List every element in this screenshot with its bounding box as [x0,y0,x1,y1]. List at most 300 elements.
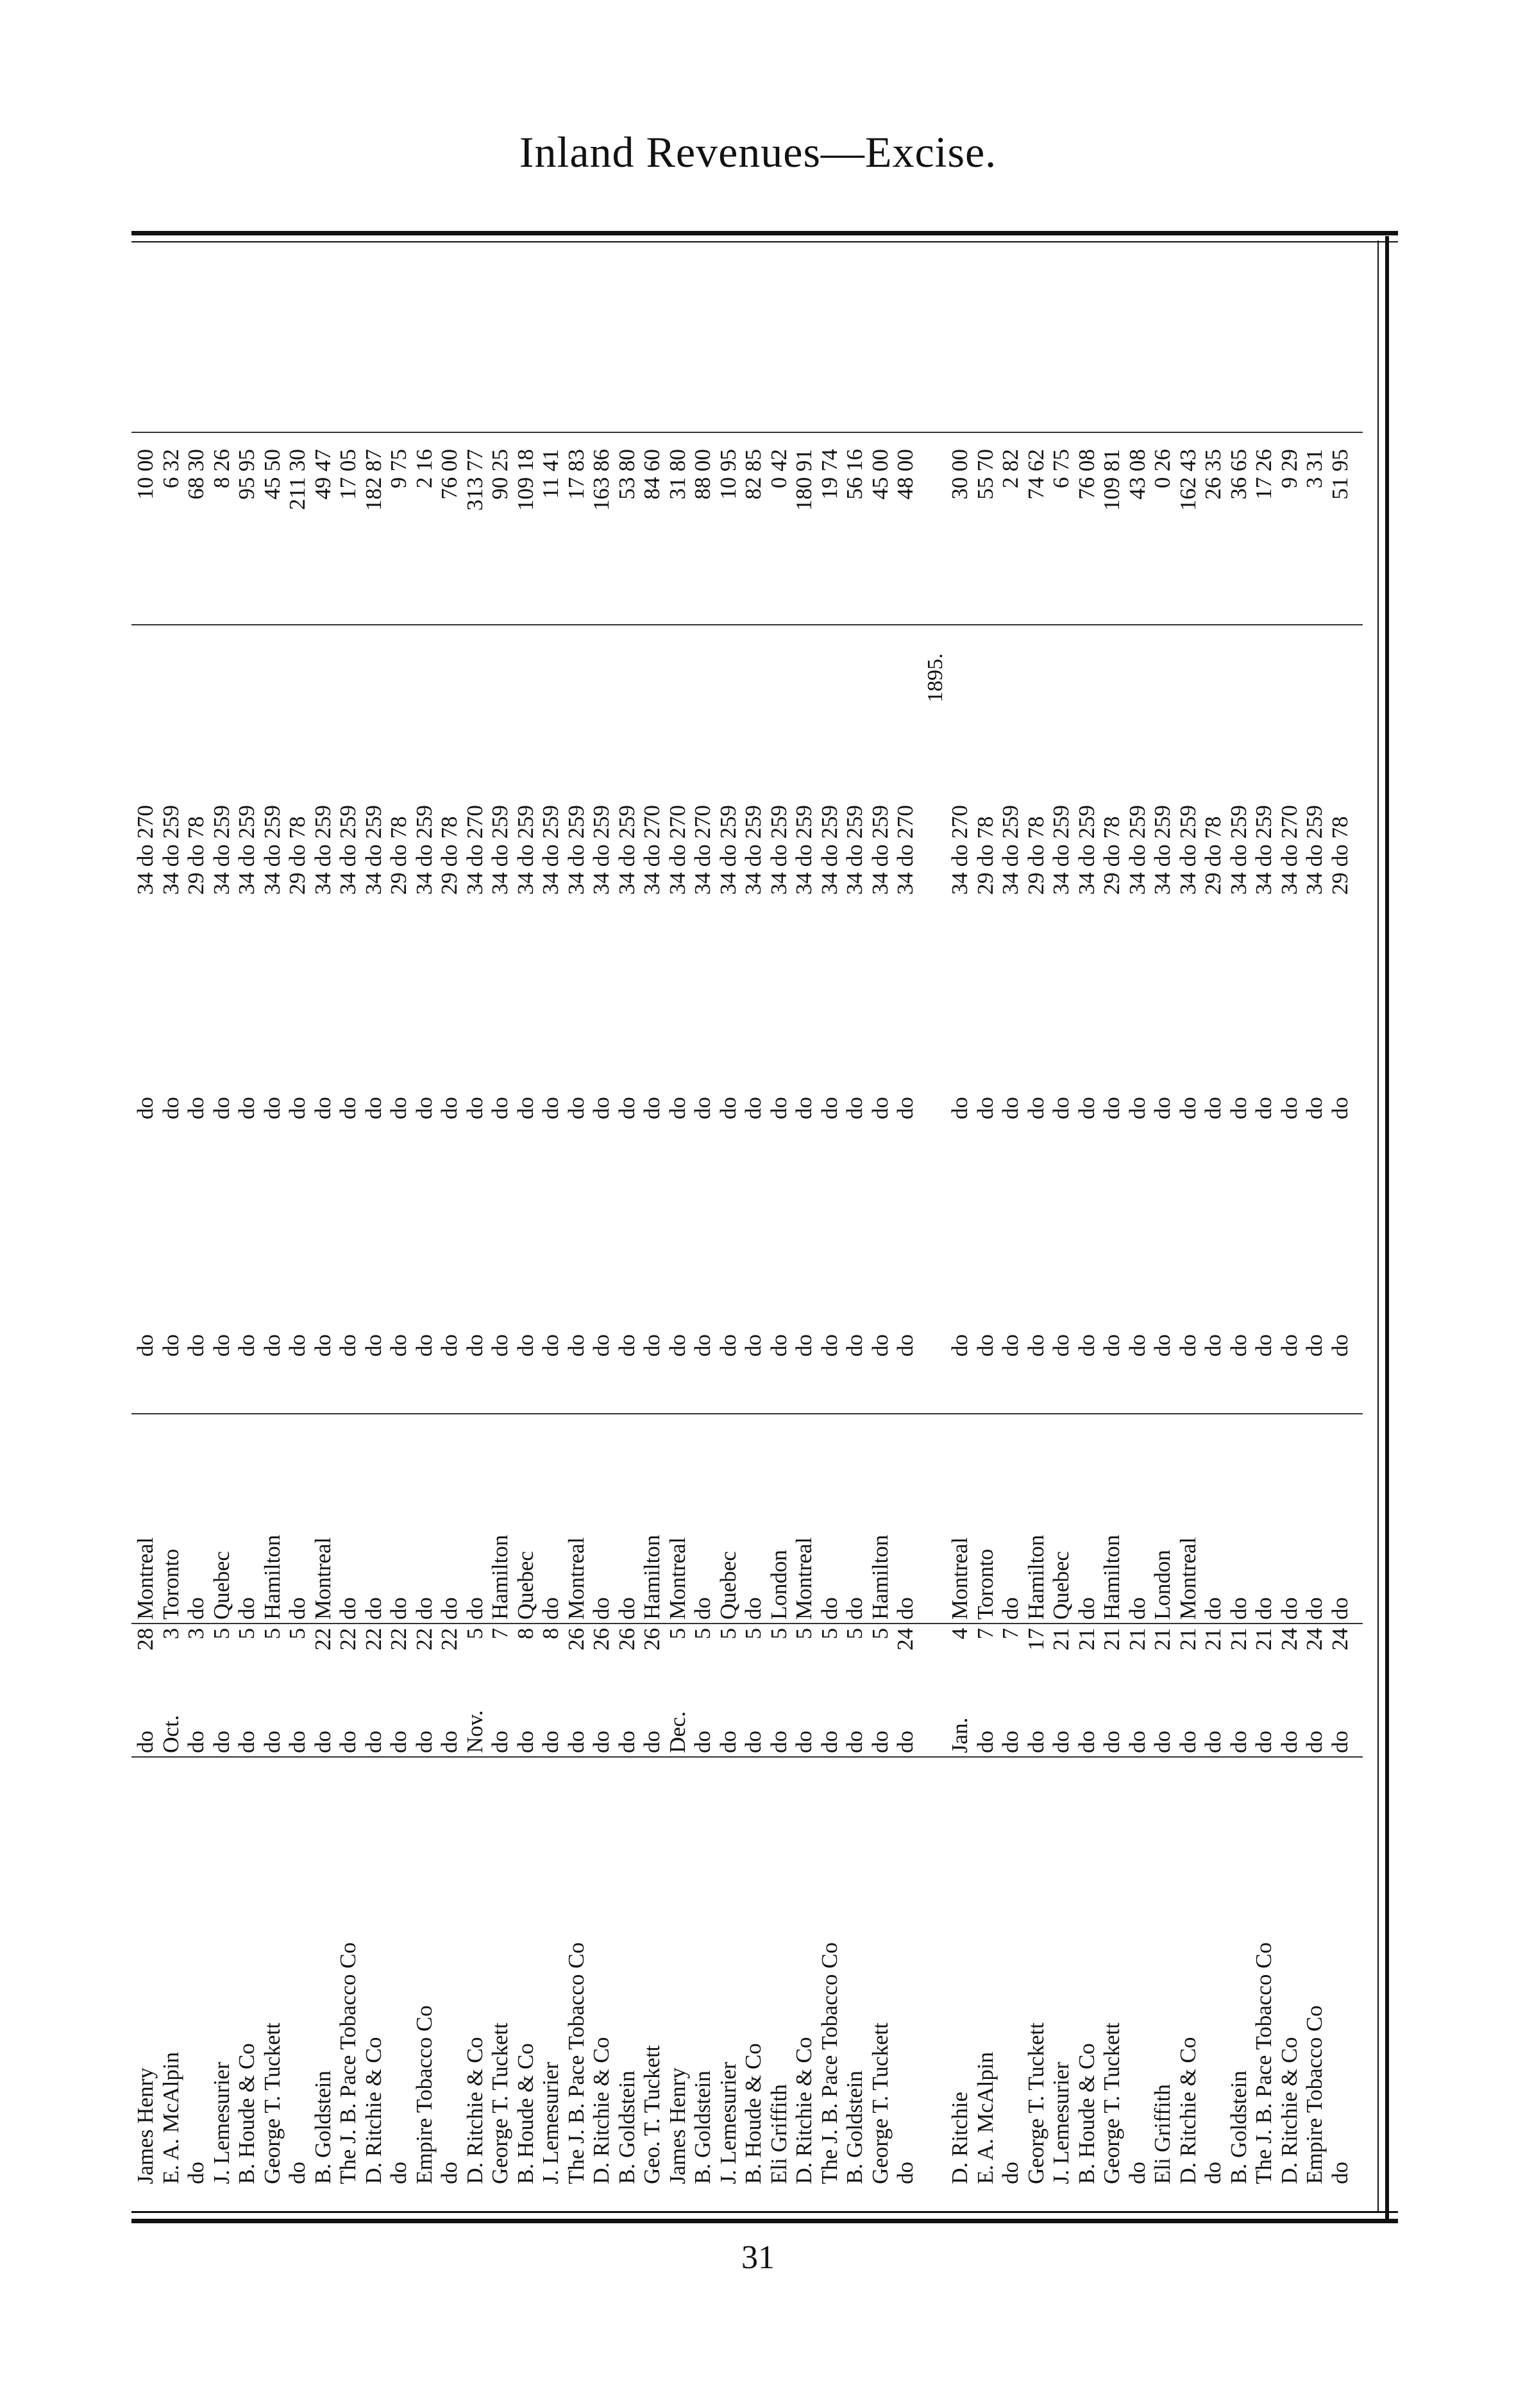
payee-name: Empire Tobacco Co [1302,2005,1327,2184]
top-rule [131,231,1398,235]
ditto-mark: do [947,1097,972,1119]
ditto-mark: do [1200,1097,1225,1119]
payee-name: George T. Tuckett [1023,2022,1049,2184]
payee-name: George T. Tuckett [1099,2022,1124,2184]
ditto-mark: do [1099,1097,1124,1119]
entry-place: Quebec [208,1551,234,1620]
entry-place: do [1302,1597,1327,1620]
payee-name: D. Ritchie [947,2092,972,2184]
table-row [1225,241,1253,2210]
ditto-mark: do [538,1334,563,1357]
entry-amount: 6 75 [1049,449,1074,489]
entry-rate: 29 do 78 [386,816,411,895]
ditto-mark: do [842,1334,867,1357]
entry-day: 26 [639,1628,664,1650]
entry-rate: 34 do 259 [766,805,791,895]
table-row [1149,241,1177,2210]
ditto-mark: do [664,1334,690,1357]
entry-day: 21 [1150,1628,1175,1650]
ditto-mark: do [1175,1097,1200,1119]
entry-month: Nov. [462,1710,487,1753]
ditto-mark: do [639,1334,664,1357]
entry-month: do [639,1731,664,1753]
ditto-mark: do [158,1097,183,1119]
payee-name: D. Ritchie & Co [1175,2037,1200,2184]
entry-day: 24 [1276,1628,1302,1650]
entry-place: Montreal [133,1537,158,1620]
payee-name: J. Lemesurier [538,2062,563,2184]
rotated-excise-table [131,241,1379,2210]
payee-name: Geo. T. Tuckett [639,2045,664,2184]
page-title: Inland Revenues—Excise. [519,128,997,176]
table-row [765,241,793,2210]
entry-amount: 109 18 [512,449,538,511]
entry-amount: 10 95 [715,449,741,500]
entry-month: do [1251,1731,1276,1753]
table-row [1174,241,1202,2210]
ditto-mark: do [285,1334,310,1357]
entry-rate: 34 do 259 [816,805,842,895]
entry-amount: 36 65 [1225,449,1251,500]
entry-day: 21 [1099,1628,1124,1650]
payee-name: do [893,2162,918,2184]
payee-name: J. Lemesurier [1049,2062,1074,2184]
table-row [946,241,974,2210]
entry-day: 24 [1327,1628,1352,1650]
ditto-mark: do [1099,1334,1124,1357]
entry-amount: 55 70 [972,449,998,500]
ditto-mark: do [259,1334,285,1357]
entry-month: do [1327,1731,1352,1753]
entry-month: do [1099,1731,1124,1753]
ditto-mark: do [310,1097,335,1119]
entry-rate: 34 do 259 [715,805,741,895]
ditto-mark: do [614,1334,639,1357]
table-row [1301,241,1329,2210]
table-row [157,241,185,2210]
ditto-mark: do [715,1097,741,1119]
payee-name: do [1200,2162,1225,2184]
payee-name: B. Houde & Co [234,2043,259,2184]
entry-month: do [1150,1731,1175,1753]
entry-amount: 0 42 [766,449,791,489]
table-row [790,241,818,2210]
entry-place: do [462,1597,487,1620]
payee-name: Eli Griffith [1150,2084,1175,2184]
entry-rate: 29 do 78 [285,816,310,895]
ditto-mark: do [563,1097,589,1119]
ditto-mark: do [1276,1097,1302,1119]
entry-place: Quebec [1049,1551,1074,1620]
entry-amount: 8 26 [208,449,234,489]
entry-amount: 109 81 [1099,449,1124,511]
table-row [334,241,362,2210]
entry-place: Montreal [310,1537,335,1620]
entry-place: Quebec [512,1551,538,1620]
entry-place: Montreal [947,1537,972,1620]
payee-name: do [1124,2162,1150,2184]
payee-name: do [285,2162,310,2184]
entry-day: 5 [715,1628,741,1640]
table-row [131,241,160,2210]
entry-amount: 76 08 [1074,449,1099,500]
table-section-1895 [946,241,1363,2210]
entry-day: 5 [791,1628,816,1640]
payee-name: E. A. McAlpin [972,2051,998,2184]
year-label: 1895. [923,653,947,702]
table-row [714,241,743,2210]
entry-rate: 34 do 259 [741,805,766,895]
entry-amount: 84 60 [639,449,664,500]
table-row [360,241,388,2210]
entry-rate: 34 do 259 [310,805,335,895]
ditto-mark: do [972,1334,998,1357]
ditto-mark: do [1251,1334,1276,1357]
entry-amount: 49 47 [310,449,335,500]
table-row [841,241,869,2210]
entry-rate: 34 do 259 [158,805,183,895]
table-row [1326,241,1354,2210]
entry-place: do [1074,1597,1099,1620]
entry-day: 5 [690,1628,715,1640]
ditto-mark: do [998,1097,1023,1119]
entry-rate: 34 do 270 [690,805,715,895]
table-row [258,241,287,2210]
ditto-mark: do [715,1334,741,1357]
ditto-mark: do [664,1097,690,1119]
ditto-mark: do [1124,1097,1150,1119]
ditto-mark: do [183,1334,208,1357]
page-number: 31 [741,2239,775,2276]
entry-rate: 29 do 78 [972,816,998,895]
entry-amount: 45 00 [867,449,893,500]
entry-month: do [411,1731,437,1753]
entry-place: do [998,1597,1023,1620]
entry-rate: 34 do 259 [998,805,1023,895]
ditto-mark: do [867,1334,893,1357]
entry-month: do [791,1731,816,1753]
ditto-mark: do [183,1097,208,1119]
ditto-mark: do [690,1334,715,1357]
entry-day: 28 [133,1628,158,1650]
entry-amount: 95 95 [234,449,259,500]
entry-place: do [893,1597,918,1620]
entry-place: do [411,1597,437,1620]
ditto-mark: do [1150,1334,1175,1357]
entry-place: do [741,1597,766,1620]
payee-name: B. Houde & Co [512,2043,538,2184]
ditto-mark: do [589,1334,614,1357]
entry-month: do [234,1731,259,1753]
ditto-mark: do [437,1097,462,1119]
entry-amount: 17 05 [335,449,360,500]
entry-day: 5 [259,1628,285,1640]
table-row [587,241,616,2210]
ditto-mark: do [360,1097,386,1119]
entry-amount: 211 30 [285,449,310,510]
payee-name: J. Lemesurier [715,2062,741,2184]
payee-name: D. Ritchie & Co [360,2037,386,2184]
entry-month: do [614,1731,639,1753]
ditto-mark: do [1327,1097,1352,1119]
entry-amount: 53 80 [614,449,639,500]
ditto-mark: do [1023,1334,1049,1357]
entry-place: do [589,1597,614,1620]
payee-name: B. Houde & Co [741,2043,766,2184]
entry-amount: 76 00 [437,449,462,500]
ditto-mark: do [1150,1097,1175,1119]
entry-place: Montreal [563,1537,589,1620]
entry-month: do [1023,1731,1049,1753]
entry-place: Hamilton [259,1534,285,1620]
entry-rate: 29 do 78 [1200,816,1225,895]
payee-name: George T. Tuckett [259,2022,285,2184]
entry-place: Montreal [664,1537,690,1620]
ditto-mark: do [133,1097,158,1119]
entry-rate: 34 do 259 [411,805,437,895]
entry-month: Oct. [158,1715,183,1753]
entry-day: 5 [208,1628,234,1640]
entry-amount: 43 08 [1124,449,1150,500]
entry-month: do [1124,1731,1150,1753]
entry-amount: 3 31 [1302,449,1327,489]
entry-month: do [487,1731,512,1753]
ditto-mark: do [1175,1334,1200,1357]
entry-rate: 29 do 78 [183,816,208,895]
entry-amount: 17 83 [563,449,589,500]
entry-place: Hamilton [487,1534,512,1620]
entry-place: do [1276,1597,1302,1620]
ditto-mark: do [335,1097,360,1119]
entry-month: do [998,1731,1023,1753]
payee-name: D. Ritchie & Co [791,2037,816,2184]
table-row [866,241,895,2210]
entry-place: Hamilton [639,1534,664,1620]
ditto-mark: do [1124,1334,1150,1357]
entry-place: Hamilton [1099,1534,1124,1620]
entry-month: do [1276,1731,1302,1753]
entry-day: 22 [360,1628,386,1650]
ditto-mark: do [947,1334,972,1357]
payee-name: B. Goldstein [310,2071,335,2184]
bottom-rule-thin [131,2211,1398,2213]
ditto-mark: do [816,1334,842,1357]
entry-month: do [589,1731,614,1753]
entry-amount: 30 00 [947,449,972,500]
entry-month: Dec. [664,1711,690,1753]
ditto-mark: do [411,1334,437,1357]
entry-place: do [538,1597,563,1620]
payee-name: E. A. McAlpin [158,2051,183,2184]
entry-place: do [335,1597,360,1620]
ditto-mark: do [208,1334,234,1357]
ditto-mark: do [614,1097,639,1119]
entry-place: do [1225,1597,1251,1620]
ditto-mark: do [462,1097,487,1119]
table-row [613,241,641,2210]
entry-day: 24 [893,1628,918,1650]
table-row [1022,241,1050,2210]
table-row [1124,241,1152,2210]
entry-place: do [1251,1597,1276,1620]
entry-day: 5 [766,1628,791,1640]
entry-month: do [1049,1731,1074,1753]
ditto-mark: do [386,1097,411,1119]
entry-rate: 34 do 259 [1302,805,1327,895]
payee-name: B. Houde & Co [1074,2043,1099,2184]
entry-rate: 34 do 259 [1251,805,1276,895]
payee-name: D. Ritchie & Co [1276,2037,1302,2184]
entry-place: do [183,1597,208,1620]
entry-amount: 10 00 [133,449,158,500]
entry-place: London [766,1550,791,1620]
ditto-mark: do [259,1097,285,1119]
entry-amount: 6 32 [158,449,183,489]
table-row [816,241,844,2210]
entry-amount: 313 77 [462,449,487,511]
entry-amount: 31 80 [664,449,690,500]
entry-day: 22 [411,1628,437,1650]
entry-amount: 17 26 [1251,449,1276,500]
ditto-mark: do [1023,1097,1049,1119]
entry-rate: 34 do 259 [259,805,285,895]
entry-day: 22 [335,1628,360,1650]
ditto-mark: do [842,1097,867,1119]
payee-name: Empire Tobacco Co [411,2005,437,2184]
entry-month: do [259,1731,285,1753]
payee-name: The J. B. Pace Tobacco Co [1251,1942,1276,2184]
entry-amount: 182 87 [360,449,386,511]
entry-amount: 0 26 [1150,449,1175,489]
payee-name: J. Lemesurier [208,2062,234,2184]
ditto-mark: do [1049,1334,1074,1357]
ditto-mark: do [1302,1097,1327,1119]
table-row [1098,241,1126,2210]
entry-rate: 34 do 259 [335,805,360,895]
ditto-mark: do [816,1097,842,1119]
entry-place: Montreal [1175,1537,1200,1620]
entry-day: 22 [386,1628,411,1650]
table-row [233,241,261,2210]
entry-rate: 34 do 259 [487,805,512,895]
table-row [283,241,312,2210]
ditto-mark: do [538,1097,563,1119]
ditto-mark: do [972,1097,998,1119]
ditto-mark: do [791,1334,816,1357]
entry-month: Jan. [947,1717,972,1753]
payee-name: The J. B. Pace Tobacco Co [563,1942,589,2184]
entry-day: 17 [1023,1628,1049,1650]
payee-name: D. Ritchie & Co [589,2037,614,2184]
entry-month: do [386,1731,411,1753]
entry-rate: 34 do 259 [1225,805,1251,895]
ditto-mark: do [133,1334,158,1357]
entry-place: Hamilton [1023,1534,1049,1620]
entry-place: do [1200,1597,1225,1620]
entry-amount: 56 16 [842,449,867,500]
payee-name: do [183,2162,208,2184]
table-row [1250,241,1278,2210]
entry-place: London [1150,1550,1175,1620]
entry-place: Hamilton [867,1534,893,1620]
table-row [997,241,1025,2210]
entry-rate: 34 do 259 [538,805,563,895]
table-row [410,241,439,2210]
entry-month: do [310,1731,335,1753]
payee-name: George T. Tuckett [867,2022,893,2184]
entry-place: do [1327,1597,1352,1620]
entry-rate: 34 do 259 [1049,805,1074,895]
entry-rate: 34 do 259 [842,805,867,895]
entry-day: 5 [816,1628,842,1640]
payee-name: Eli Griffith [766,2084,791,2184]
ditto-mark: do [310,1334,335,1357]
entry-amount: 48 00 [893,449,918,500]
ditto-mark: do [1074,1097,1099,1119]
ditto-mark: do [360,1334,386,1357]
entry-month: do [690,1731,715,1753]
entry-day: 21 [1124,1628,1150,1650]
entry-place: do [386,1597,411,1620]
entry-amount: 9 75 [386,449,411,489]
entry-rate: 29 do 78 [1327,816,1352,895]
entry-rate: 34 do 270 [639,805,664,895]
entry-day: 26 [563,1628,589,1650]
ditto-mark: do [437,1334,462,1357]
entry-day: 5 [741,1628,766,1640]
entry-month: do [285,1731,310,1753]
entry-day: 26 [589,1628,614,1650]
entry-place: Montreal [791,1537,816,1620]
entry-month: do [893,1731,918,1753]
ditto-mark: do [563,1334,589,1357]
entry-amount: 180 91 [791,449,816,511]
table-row [689,241,717,2210]
table-row [1047,241,1075,2210]
ditto-mark: do [998,1334,1023,1357]
ditto-mark: do [589,1097,614,1119]
frame-right-rule [1385,236,1389,2221]
ditto-mark: do [766,1334,791,1357]
entry-day: 5 [664,1628,690,1640]
ditto-mark: do [1049,1097,1074,1119]
entry-day: 5 [462,1628,487,1640]
table-row [562,241,591,2210]
entry-day: 21 [1074,1628,1099,1650]
entry-rate: 29 do 78 [1099,816,1124,895]
ditto-mark: do [1074,1334,1099,1357]
ditto-mark: do [741,1097,766,1119]
table-row [537,241,565,2210]
ditto-mark: do [386,1334,411,1357]
payee-name: D. Ritchie & Co [462,2037,487,2184]
entry-place: do [614,1597,639,1620]
table-row [512,241,540,2210]
entry-month: do [1225,1731,1251,1753]
ditto-mark: do [690,1097,715,1119]
ditto-mark: do [867,1097,893,1119]
entry-day: 21 [1049,1628,1074,1650]
entry-month: do [360,1731,386,1753]
payee-name: B. Goldstein [690,2071,715,2184]
entry-place: do [360,1597,386,1620]
entry-rate: 34 do 259 [360,805,386,895]
ditto-mark: do [234,1334,259,1357]
entry-place: Toronto [972,1548,998,1620]
entry-place: do [690,1597,715,1620]
entry-month: do [538,1731,563,1753]
entry-day: 5 [234,1628,259,1640]
